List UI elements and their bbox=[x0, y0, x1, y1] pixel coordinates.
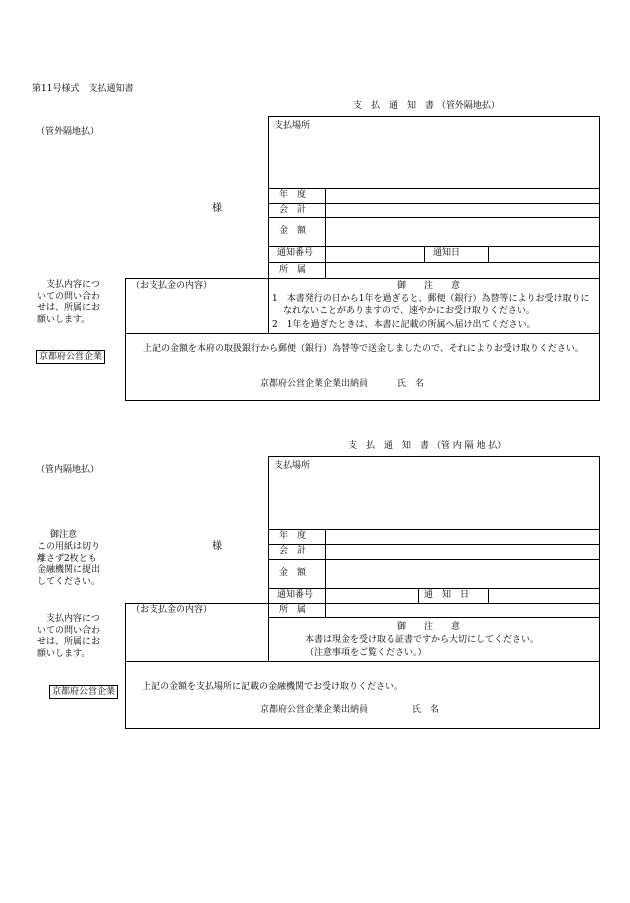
top-account-label: 会 計 bbox=[279, 205, 307, 215]
bottom-divider bbox=[268, 544, 600, 545]
top-divider bbox=[268, 217, 600, 218]
top-divider bbox=[268, 246, 600, 247]
top-content-label: （お支払金の内容） bbox=[131, 281, 213, 291]
top-notice-date-label: 通知日 bbox=[433, 248, 461, 258]
bottom-divider bbox=[268, 588, 600, 589]
bottom-divider bbox=[268, 603, 269, 661]
top-caution-title: 御 注 意 bbox=[397, 281, 461, 291]
bottom-caution-side-text: この用紙は切り離さず2枚とも金融機関に提出してください。 bbox=[37, 542, 101, 587]
bottom-divider bbox=[268, 529, 600, 530]
top-notice-date-line bbox=[424, 246, 425, 262]
top-amount-label: 金 額 bbox=[279, 226, 307, 236]
bottom-left-label: （管内隔地払） bbox=[36, 465, 100, 475]
bottom-notice-no-label: 通知番号 bbox=[277, 590, 314, 600]
bottom-caution-line1: 本書は現金を受け取る証書ですから大切にしてください。 bbox=[305, 635, 540, 645]
bottom-year-label: 年 度 bbox=[279, 531, 307, 541]
bottom-amount-label: 金 額 bbox=[279, 568, 307, 578]
bottom-caution-side-title: 御注意 bbox=[50, 530, 78, 540]
bottom-contact-note: 支払内容についての問い合わせは、所属にお願いします。 bbox=[37, 614, 101, 659]
top-message: 上記の金額を本府の取扱銀行から郵便（銀行）為替等で送金しましたので、それによりお受け取りください。 bbox=[143, 344, 584, 354]
bottom-stamp: 京都府公営企業 bbox=[49, 685, 118, 699]
top-caution-1: 1 本書発行の日から1年を過ぎると、郵便（銀行）為替等によりお受け取りになれないことがありますので、速やかにお受け取りください。 bbox=[272, 294, 590, 316]
top-divider bbox=[125, 333, 600, 334]
top-divider bbox=[268, 188, 600, 189]
bottom-account-label: 会 計 bbox=[279, 546, 307, 556]
bottom-payment-place-label: 支払場所 bbox=[274, 461, 311, 471]
top-left-label: （管外隔地払） bbox=[36, 127, 100, 137]
top-notice-date-line bbox=[488, 246, 489, 262]
top-stamp: 京都府公営企業 bbox=[36, 350, 105, 364]
bottom-message: 上記の金額を支払場所に記載の金融機関でお受け取りください。 bbox=[142, 682, 404, 692]
bottom-notice-date-line bbox=[418, 588, 419, 603]
bottom-content-label: （お支払金の内容） bbox=[131, 605, 213, 615]
bottom-divider bbox=[268, 559, 600, 560]
form-number: 第11号様式 支払通知書 bbox=[32, 84, 134, 94]
top-caution-2: 2 1年を過ぎたときは、本書に記載の所属へ届け出てください。 bbox=[272, 320, 536, 330]
bottom-sama: 様 bbox=[212, 541, 222, 552]
top-notice-no-label: 通知番号 bbox=[277, 248, 314, 258]
top-divider bbox=[268, 203, 600, 204]
bottom-dept-label: 所 属 bbox=[279, 605, 307, 615]
top-payment-place-label: 支払場所 bbox=[274, 121, 311, 131]
bottom-name-label: 氏 名 bbox=[412, 705, 440, 715]
top-signature: 京都府公営企業企業出納員 bbox=[260, 379, 369, 389]
top-divider bbox=[268, 262, 600, 263]
top-name-label: 氏 名 bbox=[397, 379, 425, 389]
bottom-caution-title: 御 注 意 bbox=[397, 622, 461, 632]
bottom-divider bbox=[125, 661, 600, 662]
top-year-label: 年 度 bbox=[279, 190, 307, 200]
bottom-notice-date-line bbox=[488, 588, 489, 603]
top-sama: 様 bbox=[212, 203, 222, 214]
bottom-notice-date-label: 通 知 日 bbox=[424, 590, 470, 600]
bottom-title: 支 払 通 知 書 （管 内 隔 地 払） bbox=[348, 441, 507, 451]
top-divider bbox=[268, 278, 269, 333]
bottom-signature: 京都府公営企業企業出納員 bbox=[260, 705, 369, 715]
top-label-column-line bbox=[325, 188, 326, 279]
top-dept-label: 所 属 bbox=[279, 265, 307, 275]
top-contact-note: 支払内容についての問い合わせは、所属にお願いします。 bbox=[37, 280, 101, 325]
bottom-caution-line2: （注意事項をご覧ください。） bbox=[305, 648, 427, 658]
top-title: 支 払 通 知 書 （管外隔地払） bbox=[353, 101, 500, 111]
